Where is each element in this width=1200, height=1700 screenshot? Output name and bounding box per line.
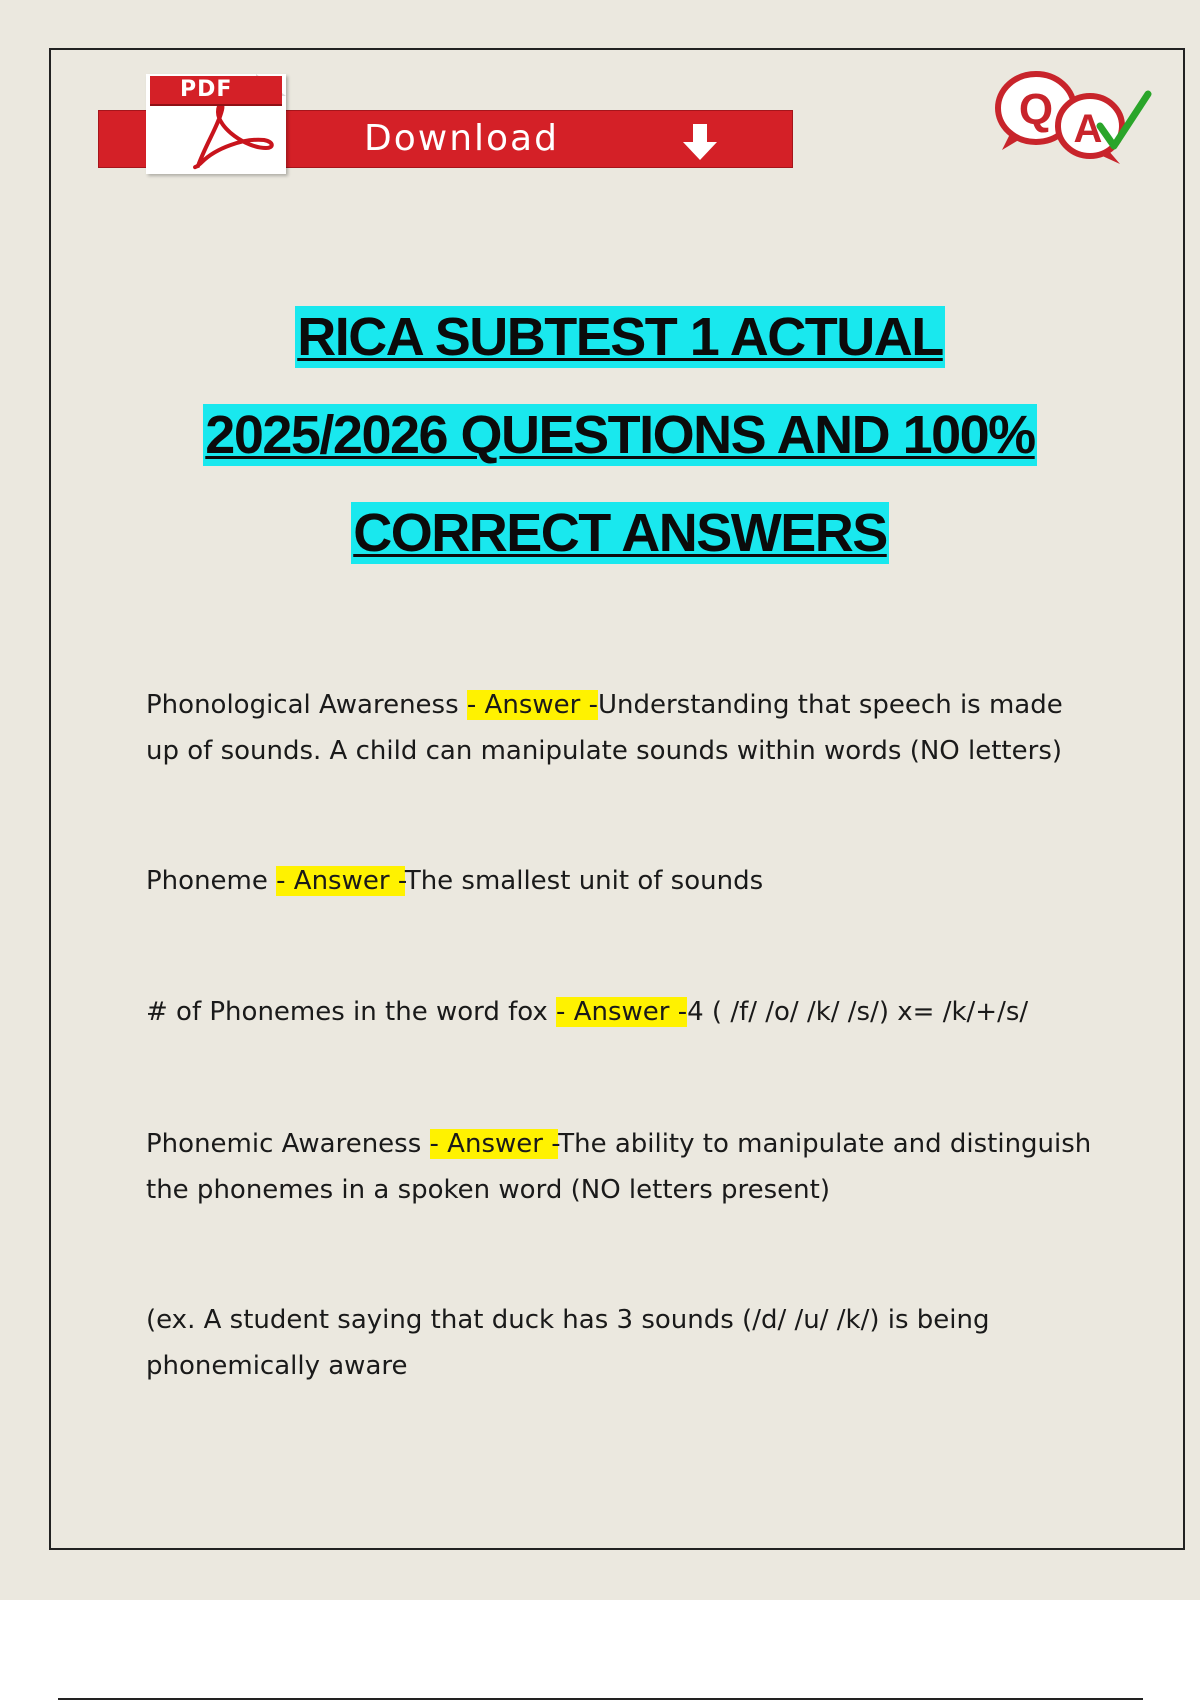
entry-answer: 4 ( /f/ /o/ /k/ /s/) x= /k/+/s/ [687,997,1029,1027]
qa-entry [146,858,1096,904]
qa-entry [146,989,1096,1035]
download-label[interactable]: Download [364,118,559,159]
entry-term: Phoneme [146,866,277,896]
document-title [0,306,1200,600]
logo-a-letter: A [1073,107,1103,151]
entry-answer: The ability to manipulate and distinguish the phonemes in a spoken word (NO letters present) [146,1129,1092,1205]
qa-entry [146,1121,1096,1213]
entry-answer: Understanding that speech is made up of sounds. A child can manipulate sounds within words (NO letters) [146,690,1063,766]
logo-q-letter: Q [1018,85,1054,134]
entry-term: Phonological Awareness [146,690,467,720]
qa-logo-icon [988,66,1158,176]
pdf-download-banner[interactable] [98,70,793,175]
entry-term: Phonemic Awareness [146,1129,430,1159]
answer-marker: - Answer - [429,1129,559,1159]
pdf-file-icon [146,74,286,174]
title-line-2: 2025/2026 QUESTIONS AND 100% [205,405,1035,465]
entry-term: # of Phonemes in the word fox [146,997,557,1027]
title-line-1: RICA SUBTEST 1 ACTUAL [297,307,943,367]
example-note: (ex. A student saying that duck has 3 sounds (/d/ /u/ /k/) is being phonemically aware [146,1305,990,1381]
qa-entry [146,682,1096,774]
answer-marker: - Answer - [466,690,598,720]
answer-marker: - Answer - [276,866,405,896]
pdf-tab-label: PDF [150,76,282,104]
entry-answer: The smallest unit of sounds [404,866,764,896]
download-arrow-icon[interactable] [680,122,720,162]
answer-marker: - Answer - [556,997,688,1027]
title-line-3: CORRECT ANSWERS [353,503,887,563]
